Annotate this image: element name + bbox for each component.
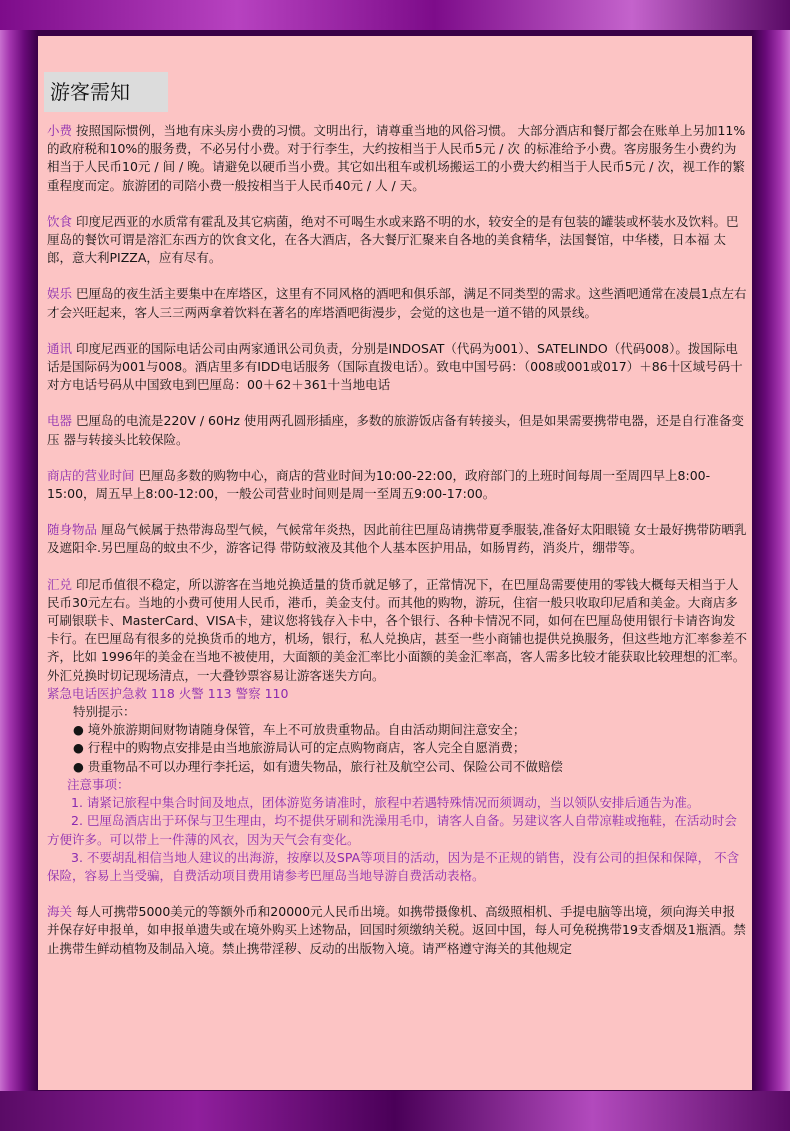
section-belongings (47, 521, 747, 557)
tip-item: ● 境外旅游期间财物请随身保管，车上不可放贵重物品。自由活动期间注意安全； (73, 722, 526, 738)
bottom-decor-bar (0, 1091, 790, 1131)
emergency-phones: 紧急电话医护急救 118 火警 113 警察 110 (47, 685, 289, 701)
note-item: 3. 不要胡乱相信当地人建议的出海游，按摩以及SPA等项目的活动，因为是不正规的销售，没有公司的担保和保障， 不含保险，容易上当受骗，自费活动项目费用请参考巴厘岛当地导游自费活动表格。 (47, 849, 740, 883)
section-text-food: 印度尼西亚的水质常有霍乱及其它病菌，绝对不可喝生水或来路不明的水，较安全的是有包装的罐装或杯装水及饮料。巴厘岛的餐饮可谓是溶汇东西方的饮食文化，在各大酒店，各大餐厅汇聚来自各地的美食精华，法国餐馆，中华楼，日本福 太郎，意大利PIZZA，应有尽有。 (47, 213, 739, 266)
section-label-exchange: 汇兑 (47, 576, 73, 592)
section-label-entertainment: 娱乐 (47, 286, 73, 302)
section-text-entertainment: 巴厘岛的夜生活主要集中在库塔区，这里有不同风格的酒吧和俱乐部，满足不同类型的需求。这些酒吧通常在凌晨1点左右才会兴旺起来，客人三三两两拿着饮料在著名的库塔酒吧街漫步，会觉的这也是一道不错的风景线。 (47, 286, 747, 320)
section-text-electric: 巴厘岛的电流是220V / 60Hz 使用两孔圆形插座，多数的旅游饭店备有转接头，但是如果需要携带电器，还是自行准备变压 器与转接头比较保险。 (47, 413, 744, 447)
tips-title: 特别提示： (73, 704, 136, 720)
section-label-tipping: 小费 (47, 123, 73, 138)
section-text-exchange: 印尼币值很不稳定，所以游客在当地兑换适量的货币就足够了，正常情况下，在巴厘岛需要使用的零钱大概每天相当于人民币30元左右。当地的小费可使用人民币，港币，美金支付。而其他的购物，游玩，住宿一般只收取印尼盾和美金。大商店多可刷银联卡、MasterCard、VISA卡，建议您将钱存入卡中，各个银行、各种卡情况不同，如何在巴厘岛使用银行卡请咨询发卡行。在巴厘岛有很多的兑换货币的地方，机场，银行，私人兑换店，甚至一些小商铺也提供兑换服务，但这些地方汇率参差不齐，比如 1996年的美金在当地不被使用，大面额的美金汇率比小面额的美金汇率高，客人需多比较才能获取比较理想的汇率。外汇兑换时切记现场清点，一大叠钞票容易让游客迷失方向。 (47, 576, 748, 683)
tip-item: ● 行程中的购物点安排是由当地旅游局认可的定点购物商店，客人完全自愿消费； (73, 740, 526, 756)
section-text-telecom: 印度尼西亚的国际电话公司由两家通讯公司负责，分别是INDOSAT（代码为001）、SATELINDO（代码008）。拨国际电话是国际码为001与008。酒店里多有IDD电话服务（国际直拨电话）。致电中国号码：（008或001或017）＋86十区域号码十对方电话号码从中国致电到巴厘岛：00＋62＋361十当地电话 (47, 340, 743, 393)
section-label-belongings: 随身物品 (47, 522, 98, 538)
section-customs (47, 903, 747, 958)
section-label-electric: 电器 (47, 413, 73, 429)
page-title: 游客需知 (44, 72, 168, 112)
note-item: 2. 巴厘岛酒店出于环保与卫生理由，均不提供牙刷和洗澡用毛巾，请客人自备。另建议客人自带凉鞋或拖鞋，在活动时会方便许多。可以带上一件薄的风衣，因为天气会有变化。 (47, 813, 737, 847)
note-item: 1. 请紧记旅程中集合时间及地点，团体游览务请准时，旅程中若遇特殊情况而须调动，当以领队安排后通告为准。 (71, 795, 700, 811)
section-telecom (47, 340, 747, 395)
section-label-telecom: 通讯 (47, 340, 73, 356)
section-food (47, 213, 747, 268)
section-text-customs: 每人可携带5000美元的等额外币和20000元人民币出境。如携带摄像机、高级照相机、手提电脑等出境，须向海关申报并保存好申报单，如申报单遗失或在境外购买上述物品，回国时须缴纳关税。返回中国，每人可免税携带19支香烟及1瓶酒。禁止携带生鲜动植物及制品入境。禁止携带淫秽、反动的出版物入境。请严格遵守海关的其他规定 (47, 904, 746, 956)
content-body (47, 122, 747, 970)
section-label-customs: 海关 (47, 904, 73, 920)
section-label-food: 饮食 (47, 213, 73, 229)
content-panel (38, 36, 752, 1090)
section-text-shop-hours: 巴厘岛多数的购物中心，商店的营业时间为10:00-22:00，政府部门的上班时间每周一至周四早上8:00-15:00，周五早上8:00-12:00，一般公司营业时间则是周一至周五9:00-17:00。 (47, 467, 711, 502)
tip-item: ● 贵重物品不可以办理行李托运，如有遗失物品，旅行社及航空公司、保险公司不做赔偿 (73, 758, 563, 774)
section-label-shop-hours: 商店的营业时间 (47, 467, 135, 483)
section-text-tipping: 按照国际惯例，当地有床头房小费的习惯。文明出行，请尊重当地的风俗习惯。 大部分酒店和餐厅都会在账单上另加11%的政府税和10%的服务费，不必另付小费。对于行李生，大约按相当于人民币5元 / 次 的标准给予小费。客房服务生小费约为相当于人民币10元 / 间 / 晚。请避免以硬币当小费。其它如出租车或机场搬运工的小费大约相当于人民币5元 / 次，视工作的繁重程度而定。旅游团的司陪小费一般按相当于人民币40元 / 人 / 天。 (47, 123, 746, 193)
notes-title: 注意事项： (67, 776, 130, 792)
section-text-belongings: 厘岛气候属于热带海岛型气候，气候常年炎热，因此前往巴厘岛请携带夏季服装,准备好太阳眼镜 女士最好携带防晒乳及遮阳伞.另巴厘岛的蚊虫不少，游客记得 带防蚊液及其他个人基本医护用品，如肠胃药，消炎片，绷带等。 (47, 522, 747, 556)
section-entertainment (47, 285, 747, 321)
section-exchange (47, 576, 747, 885)
top-decor-bar (0, 0, 790, 30)
section-electric (47, 412, 747, 448)
section-tipping (47, 122, 747, 195)
section-shop-hours (47, 467, 747, 503)
